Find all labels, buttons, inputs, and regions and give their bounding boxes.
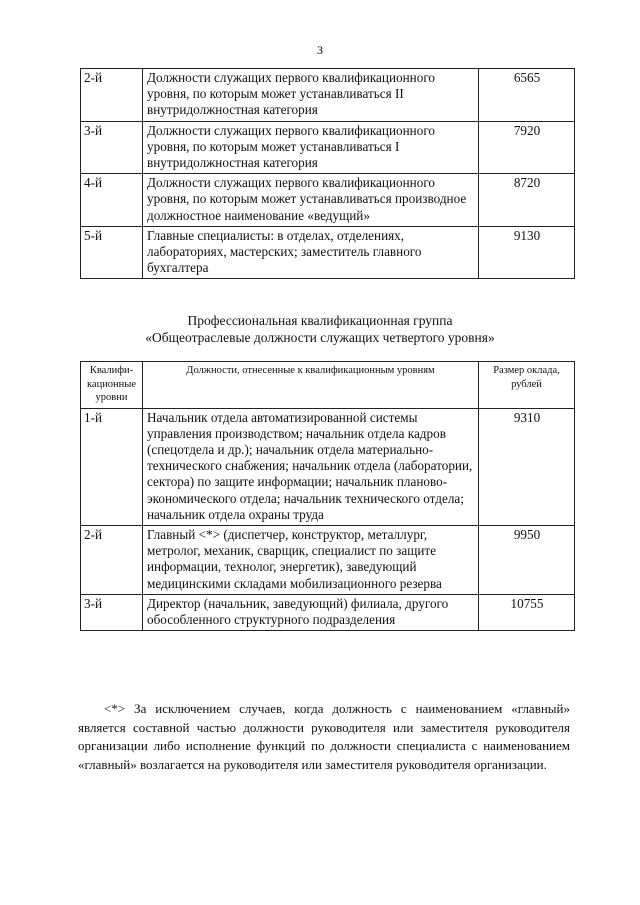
header-levels: Квалифи-кационные уровни <box>81 362 143 409</box>
table-row <box>81 69 575 122</box>
table-row <box>81 174 575 227</box>
footnote: <*> За исключением случаев, когда должность с наименованием «главный» является составной частью должности руководителя или заместителя руководителя организации либо исполнение функций по должности специалиста с наименованием «главный» возлагается на руководителя или заместителя руководителя организации. <box>78 701 570 772</box>
group-title-line-2: «Общеотраслевые должности служащих четвертого уровня» <box>145 330 495 345</box>
table-header-row <box>81 362 575 409</box>
level-cell: 2-й <box>81 525 143 594</box>
positions-cell: Директор (начальник, заведующий) филиала, другого обособленного структурного подразделения <box>143 594 479 630</box>
salary-cell: 9310 <box>479 408 575 525</box>
positions-cell: Должности служащих первого квалификационного уровня, по которым может устанавливаться II внутридолжностная категория <box>143 69 479 122</box>
salary-cell: 8720 <box>479 174 575 227</box>
level-cell: 5-й <box>81 226 143 279</box>
table-row <box>81 408 575 525</box>
table-row <box>81 594 575 630</box>
positions-cell: Должности служащих первого квалификационного уровня, по которым может устанавливаться I внутридолжностная категория <box>143 121 479 174</box>
salary-cell: 9130 <box>479 226 575 279</box>
group-title-line-1: Профессиональная квалификационная группа <box>187 313 453 328</box>
level-cell: 1-й <box>81 408 143 525</box>
header-salary: Размер оклада, рублей <box>479 362 575 409</box>
positions-cell: Главные специалисты: в отделах, отделениях, лабораториях, мастерских; заместитель главного бухгалтера <box>143 226 479 279</box>
positions-cell: Главный <*> (диспетчер, конструктор, металлург, метролог, механик, сварщик, специалист по защите информации, технолог, энергетик), заведующий медицинскими складами мобилизационного резерва <box>143 525 479 594</box>
header-positions: Должности, отнесенные к квалификационным уровням <box>143 362 479 409</box>
group-title <box>0 312 640 346</box>
salary-cell: 6565 <box>479 69 575 122</box>
level-cell: 2-й <box>81 69 143 122</box>
level-cell: 4-й <box>81 174 143 227</box>
level-cell: 3-й <box>81 594 143 630</box>
positions-cell: Должности служащих первого квалификационного уровня, по которым может устанавливаться производное должностное наименование «ведущий» <box>143 174 479 227</box>
qualification-table-continued <box>80 68 575 279</box>
salary-cell: 7920 <box>479 121 575 174</box>
salary-cell: 10755 <box>479 594 575 630</box>
page-number: 3 <box>317 43 323 57</box>
table-row <box>81 226 575 279</box>
positions-cell: Начальник отдела автоматизированной системы управления производством; начальник отдела кадров (спецотдела и др.); начальник отдела материально-технического снабжения; начальник отдела (лаборатории, сектора) по защите информации; начальник планово-экономического отдела; начальник технического отдела; начальник отдела охраны труда <box>143 408 479 525</box>
table-row <box>81 121 575 174</box>
salary-cell: 9950 <box>479 525 575 594</box>
qualification-table-level-4 <box>80 361 575 631</box>
level-cell: 3-й <box>81 121 143 174</box>
table-row <box>81 525 575 594</box>
